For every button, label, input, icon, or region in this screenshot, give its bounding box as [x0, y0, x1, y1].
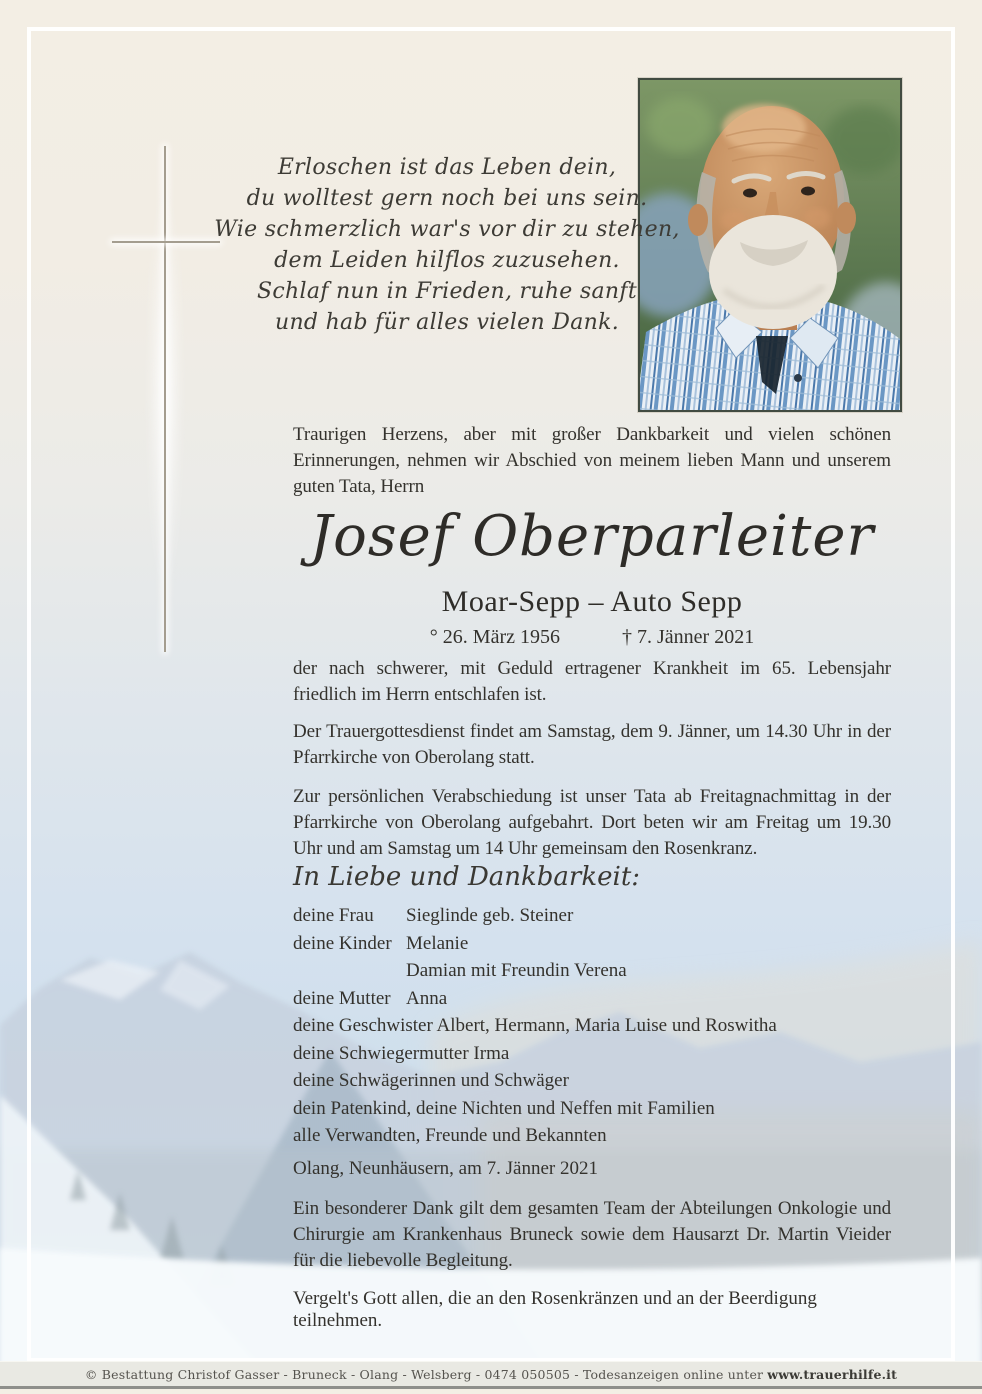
poem-line: dem Leiden hilflos zuzusehen.: [274, 248, 620, 273]
family-row: [293, 985, 891, 1013]
closing-line: Vergelt's Gott allen, die an den Rosenkränzen und an der Beerdigung teilnehmen.: [293, 1288, 817, 1331]
poem-line: Erloschen ist das Leben dein,: [277, 155, 617, 180]
cross-icon: [164, 146, 166, 652]
poem-verse: [197, 152, 697, 338]
family-relation: deine Kinder: [293, 932, 392, 954]
intro-text: Traurigen Herzens, aber mit großer Dankbarkeit und vielen schönen Erinnerungen, nehmen wir Abschied von meinem lieben Mann und unserem guten Tata, Herrn: [293, 424, 891, 497]
death-date: † 7. Jänner 2021: [622, 626, 755, 648]
deceased-nickname: Moar-Sepp – Auto Sepp: [441, 585, 743, 618]
footer-website-link[interactable]: www.trauerhilfe.it: [767, 1367, 898, 1382]
paragraph-service: Der Trauergottesdienst findet am Samstag, dem 9. Jänner, um 14.30 Uhr in der Pfarrkirche von Oberolang statt.: [293, 721, 891, 768]
paragraph-farewell: Zur persönlichen Verabschiedung ist unser Tata ab Freitagnachmittag in der Pfarrkirche von Oberolang aufgebahrt. Dort beten wir am Freitag um 19.30 Uhr und am Samstag um 14 Uhr gemeinsam den Rosenkranz.: [293, 786, 891, 859]
poem-line: Wie schmerzlich war's vor dir zu stehen,: [214, 217, 680, 242]
family-name: Sieglinde geb. Steiner: [406, 905, 574, 926]
birth-date: ° 26. März 1956: [429, 626, 560, 648]
mourning-heading: In Liebe und Dankbarkeit:: [293, 862, 641, 892]
poem-line: und hab für alles vielen Dank.: [274, 310, 620, 335]
family-row: [293, 957, 891, 985]
family-row: dein Patenkind, deine Nichten und Neffen mit Familien: [293, 1097, 715, 1119]
footer-copyright: © Bestattung Christof Gasser - Bruneck - Olang - Welsberg - 0474 050505 - Todesanzeigen online unter: [84, 1367, 764, 1382]
family-name: Damian mit Freundin Verena: [406, 960, 627, 981]
footer-bar: [0, 1361, 982, 1387]
poem-line: du wolltest gern noch bei uns sein.: [246, 186, 648, 211]
poem-line: Schlaf nun in Frieden, ruhe sanft: [257, 279, 637, 304]
family-row: [293, 902, 891, 930]
family-row: deine Schwiegermutter Irma: [293, 1042, 510, 1064]
deceased-name: Josef Oberparleiter: [309, 504, 875, 569]
life-dates: [293, 626, 891, 649]
family-relation: deine Frau: [293, 905, 374, 926]
family-name: Melanie: [406, 932, 469, 954]
family-row: deine Schwägerinnen und Schwäger: [293, 1070, 569, 1091]
paragraph-death-cause: der nach schwerer, mit Geduld ertragener Krankheit im 65. Lebensjahr friedlich im Herrn entschlafen ist.: [293, 658, 891, 705]
family-row: deine Geschwister Albert, Hermann, Maria Luise und Roswitha: [293, 1015, 777, 1036]
thanks-paragraph: Ein besonderer Dank gilt dem gesamten Team der Abteilungen Onkologie und Chirurgie am Krankenhaus Bruneck sowie dem Hausarzt Dr. Martin Vieider für die liebevolle Begleitung.: [293, 1198, 891, 1271]
family-row: [293, 930, 891, 958]
family-relation: deine Mutter: [293, 987, 391, 1009]
place-date-line: Olang, Neunhäusern, am 7. Jänner 2021: [293, 1158, 598, 1179]
family-list: [293, 902, 891, 1150]
family-name: Anna: [406, 987, 448, 1009]
family-row: alle Verwandten, Freunde und Bekannten: [293, 1125, 607, 1146]
